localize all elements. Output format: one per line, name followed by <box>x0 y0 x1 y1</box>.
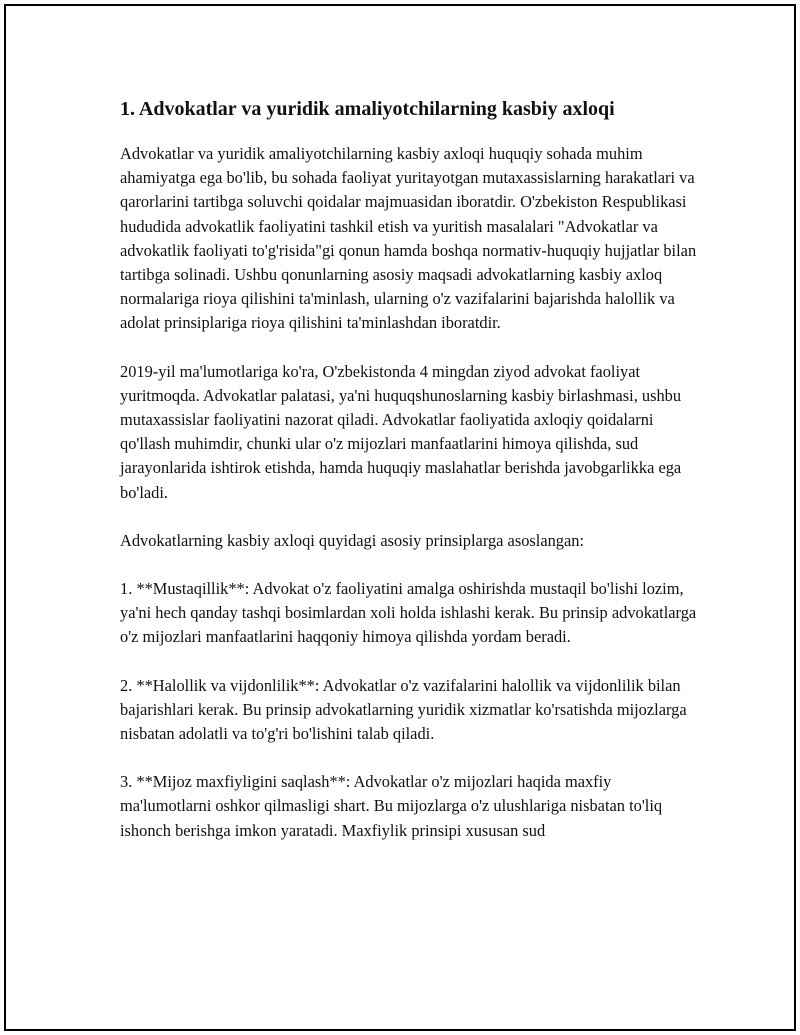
paragraph-intro: Advokatlar va yuridik amaliyotchilarning kasbiy axloqi huquqiy sohada muhim ahamiyatga ega bo'lib, bu sohada faoliyat yuritayotgan mutaxassislarning harakatlari va qarorlarini tartibga soluvchi qoidalar majmuasidan iboratdir. O'zbekiston Respublikasi hududida advokatlik faoliyatini tashkil etish va yuritish masalalari "Advokatlar va advokatlik faoliyati to'g'risida"gi qonun hamda boshqa normativ-huquqiy hujjatlar bilan tartibga solinadi. Ushbu qonunlarning asosiy maqsadi advokatlarning kasbiy axloq normalariga rioya qilishini ta'minlash, ularning o'z vazifalarini bajarishda halollik va adolat prinsiplariga rioya qilishini ta'minlashdan iboratdir. <box>120 144 697 333</box>
paragraph-principles-lead: Advokatlarning kasbiy axloqi quyidagi asosiy prinsiplarga asoslangan: <box>120 530 585 550</box>
paragraph-statistics: 2019-yil ma'lumotlariga ko'ra, O'zbekistonda 4 mingdan ziyod advokat faoliyat yuritmoqda. Advokatlar palatasi, ya'ni huquqshunoslarning kasbiy birlashmasi, ushbu mutaxassislar faoliyatini nazorat qiladi. Advokatlar faoliyatida axloqiy qoidalarni qo'llash muhimdir, chunki ular o'z mijozlari manfaatlarini himoya qilishda, sud jarayonlarida ishtirok etishda, hamda huquqiy maslahatlar berishda javobgarlikka ega bo'ladi. <box>120 361 682 502</box>
principle-confidentiality: 3. **Mijoz maxfiyligini saqlash**: Advokatlar o'z mijozlari haqida maxfiy ma'lumotlarni oshkor qilmasligi shart. Bu mijozlarga o'z ulushlariga nisbatan to'liq ishonch berishga imkon yaratadi. Maxfiylik prinsipi xususan sud <box>120 772 663 840</box>
page-frame <box>4 4 796 1031</box>
principle-honesty: 2. **Halollik va vijdonlilik**: Advokatlar o'z vazifalarini halollik va vijdonlilik bilan bajarishlari kerak. Bu prinsip advokatlarning yuridik xizmatlar ko'rsatishda mijozlarga nisbatan adolatli va to'g'ri bo'lishini talab qiladi. <box>120 675 687 744</box>
principle-independence: 1. **Mustaqillik**: Advokat o'z faoliyatini amalga oshirishda mustaqil bo'lishi lozim, ya'ni hech qanday tashqi bosimlardan xoli holda ishlashi kerak. Bu prinsip advokatlarga o'z mijozlari manfaatlarini haqqoniy himoya qilishda yordam beradi. <box>120 579 697 647</box>
document-body <box>120 96 700 867</box>
section-heading: 1. Advokatlar va yuridik amaliyotchilarning kasbiy axloqi <box>120 98 615 120</box>
